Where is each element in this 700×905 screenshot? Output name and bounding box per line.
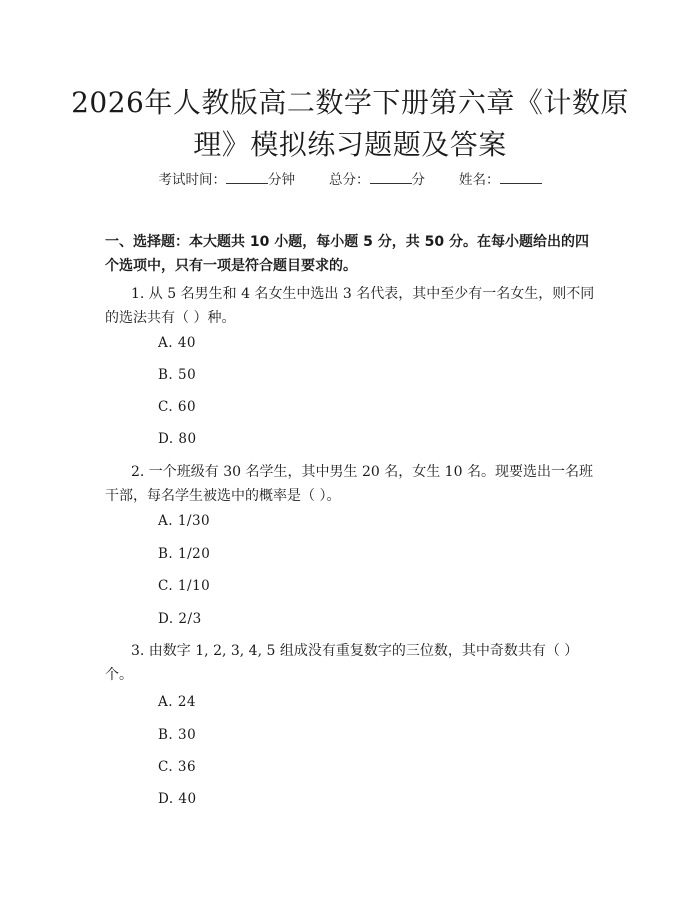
score-label: 总分： [329, 172, 370, 188]
question-3-option-c: C. 36 [158, 759, 197, 775]
question-3-option-d: D. 40 [158, 791, 197, 807]
question-2-option-a: A. 1/30 [158, 513, 211, 529]
name-blank [500, 171, 542, 184]
question-3-option-b: B. 30 [158, 727, 197, 743]
question-1-option-c: C. 60 [158, 399, 197, 415]
time-label: 考试时间： [158, 172, 226, 188]
question-3: 3. 由数字 1, 2, 3, 4, 5 组成没有重复数字的三位数，其中奇数共有（ ）个。 [105, 643, 579, 683]
question-1-option-a: A. 40 [158, 335, 197, 351]
question-2: 2. 一个班级有 30 名学生，其中男生 20 名，女生 10 名。现要选出一名班干部，每名学生被选中的概率是（ ）。 [105, 464, 593, 504]
question-2-option-c: C. 1/10 [158, 578, 211, 594]
time-blank [226, 171, 268, 184]
question-2-option-d: D. 2/3 [158, 611, 202, 627]
question-1: 1. 从 5 名男生和 4 名女生中选出 3 名代表，其中至少有一名女生，则不同的选法共有（ ）种。 [105, 286, 595, 326]
time-unit: 分钟 [268, 172, 295, 188]
name-label: 姓名： [459, 172, 500, 188]
section-heading: 一、选择题：本大题共 10 小题，每小题 5 分，共 50 分。在每小题给出的四个选项中，只有一项是符合题目要求的。 [105, 234, 589, 274]
question-1-option-b: B. 50 [158, 367, 197, 383]
score-blank [370, 171, 412, 184]
question-2-option-b: B. 1/20 [158, 546, 211, 562]
score-unit: 分 [411, 172, 425, 188]
question-3-option-a: A. 24 [158, 694, 197, 710]
document-title: 2026年人教版高二数学下册第六章《计数原理》模拟练习题题及答案 [71, 86, 629, 161]
question-1-option-d: D. 80 [158, 431, 197, 447]
exam-meta-line [0, 168, 700, 188]
